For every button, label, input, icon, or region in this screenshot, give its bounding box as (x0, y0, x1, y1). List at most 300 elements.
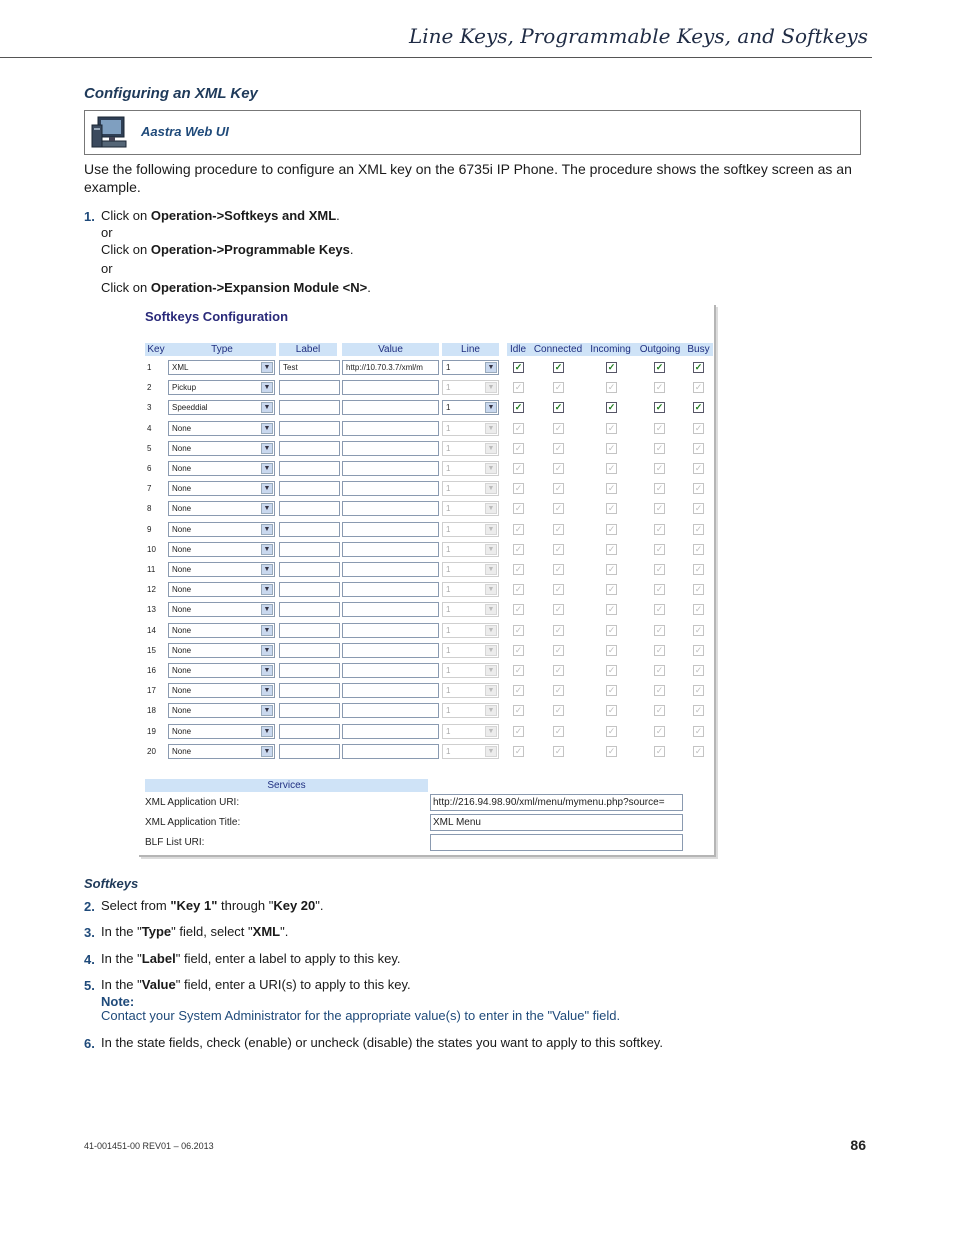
type-select[interactable] (168, 542, 275, 557)
connected-state-checkbox: ✓ (554, 604, 563, 614)
label-input[interactable] (279, 380, 340, 395)
step-3-number: 3. (84, 925, 95, 940)
outgoing-state-checkbox: ✓ (655, 726, 664, 736)
chevron-down-icon: ▼ (485, 463, 497, 474)
connected-state-checkbox: ✓ (554, 503, 563, 513)
type-select-value: Speeddial (172, 403, 208, 412)
column-header-outgoing: Outgoing (639, 344, 681, 355)
incoming-state-checkbox: ✓ (607, 544, 616, 554)
incoming-state-checkbox: ✓ (607, 382, 616, 392)
row-key-number: 15 (147, 646, 156, 655)
step-2-text: Select from "Key 1" through "Key 20". (101, 898, 324, 913)
step-4 (84, 951, 401, 969)
busy-state-checkbox: ✓ (694, 483, 703, 493)
incoming-state-checkbox: ✓ (607, 463, 616, 473)
type-select[interactable] (168, 481, 275, 496)
connected-state-checkbox: ✓ (554, 463, 563, 473)
row-key-number: 18 (147, 706, 156, 715)
outgoing-state-checkbox: ✓ (655, 443, 664, 453)
chevron-down-icon: ▼ (485, 362, 497, 373)
row-key-number: 14 (147, 626, 156, 635)
idle-state-checkbox: ✓ (514, 604, 523, 614)
value-input[interactable] (342, 663, 439, 678)
value-input[interactable] (342, 421, 439, 436)
step-1-number: 1. (84, 209, 95, 224)
step-5 (84, 977, 411, 995)
idle-state-checkbox[interactable]: ✓ (514, 362, 523, 372)
value-input[interactable] (342, 602, 439, 617)
softkeys-configuration-title: Softkeys Configuration (145, 309, 289, 324)
chevron-down-icon: ▼ (261, 463, 273, 474)
incoming-state-checkbox: ✓ (607, 645, 616, 655)
type-select[interactable] (168, 461, 275, 476)
type-select-value: None (172, 444, 192, 453)
type-select[interactable] (168, 744, 275, 759)
connected-state-checkbox: ✓ (554, 645, 563, 655)
menu-path-softkeys: Operation->Softkeys and XML (150, 208, 337, 223)
step-1-or-1: or (101, 225, 113, 240)
value-input[interactable] (342, 744, 439, 759)
connected-state-checkbox: ✓ (554, 705, 563, 715)
column-header-line: Line (461, 344, 480, 355)
busy-state-checkbox: ✓ (694, 382, 703, 392)
type-select[interactable] (168, 643, 275, 658)
incoming-state-checkbox: ✓ (607, 726, 616, 736)
value-input[interactable] (342, 623, 439, 638)
step-3 (84, 924, 289, 942)
connected-state-checkbox: ✓ (554, 625, 563, 635)
line-select (442, 421, 499, 436)
idle-state-checkbox: ✓ (514, 382, 523, 392)
chevron-down-icon: ▼ (485, 544, 497, 555)
value-input[interactable] (342, 542, 439, 557)
label-input[interactable] (279, 683, 340, 698)
chevron-down-icon: ▼ (261, 685, 273, 696)
step-5-number: 5. (84, 978, 95, 993)
chevron-down-icon: ▼ (261, 604, 273, 615)
line-select (442, 643, 499, 658)
incoming-state-checkbox: ✓ (607, 685, 616, 695)
type-select-value: None (172, 424, 192, 433)
row-key-number: 9 (147, 525, 152, 534)
column-header-idle: Idle (509, 344, 527, 355)
busy-state-checkbox: ✓ (694, 524, 703, 534)
step-3-text: In the "Type" field, select "XML". (101, 924, 289, 939)
step-5-text: In the "Value" field, enter a URI(s) to apply to this key. (101, 977, 411, 992)
incoming-state-checkbox: ✓ (607, 584, 616, 594)
chevron-down-icon: ▼ (485, 443, 497, 454)
line-select-value: 1 (446, 686, 451, 695)
chevron-down-icon: ▼ (485, 604, 497, 615)
value-input[interactable] (342, 400, 439, 415)
busy-state-checkbox: ✓ (694, 705, 703, 715)
line-select (442, 542, 499, 557)
idle-state-checkbox: ✓ (514, 705, 523, 715)
chevron-down-icon: ▼ (485, 625, 497, 636)
line-select-value: 1 (446, 747, 451, 756)
value-input[interactable] (342, 461, 439, 476)
line-select-value: 1 (446, 706, 451, 715)
row-key-number: 4 (147, 424, 152, 433)
step-1-line-3: Click on Operation->Expansion Module <N>. (101, 280, 371, 295)
row-key-number: 6 (147, 464, 152, 473)
busy-state-checkbox: ✓ (694, 665, 703, 675)
chevron-down-icon: ▼ (485, 665, 497, 676)
column-header-type: Type (211, 344, 233, 355)
line-select-value: 1 (446, 464, 451, 473)
busy-state-checkbox[interactable]: ✓ (694, 362, 703, 372)
line-select-value: 1 (446, 504, 451, 513)
row-key-number: 13 (147, 605, 156, 614)
connected-state-checkbox[interactable]: ✓ (554, 362, 563, 372)
busy-state-checkbox: ✓ (694, 423, 703, 433)
xml-application-title-label: XML Application Title: (145, 817, 241, 828)
label-input[interactable] (279, 623, 340, 638)
chevron-down-icon: ▼ (485, 564, 497, 575)
step-6 (84, 1035, 663, 1053)
document-code: 41-001451-00 REV01 – 06.2013 (84, 1141, 214, 1151)
outgoing-state-checkbox: ✓ (655, 665, 664, 675)
chevron-down-icon: ▼ (261, 544, 273, 555)
figure-caption: Softkeys (84, 876, 139, 891)
type-select[interactable] (168, 663, 275, 678)
line-select (442, 703, 499, 718)
blf-list-uri-input[interactable] (430, 834, 683, 851)
line-select-value: 1 (446, 383, 451, 392)
line-select-value: 1 (446, 525, 451, 534)
line-select-value: 1 (446, 727, 451, 736)
outgoing-state-checkbox: ✓ (655, 544, 664, 554)
connected-state-checkbox[interactable]: ✓ (554, 402, 563, 412)
type-select-value: None (172, 585, 192, 594)
connected-state-checkbox: ✓ (554, 564, 563, 574)
step-1-line-1: Click on Operation->Softkeys and XML. (101, 208, 340, 223)
chevron-down-icon: ▼ (485, 685, 497, 696)
line-select-value: 1 (446, 565, 451, 574)
type-select-value: None (172, 525, 192, 534)
label-input[interactable] (279, 602, 340, 617)
label-input[interactable] (279, 441, 340, 456)
label-input[interactable] (279, 562, 340, 577)
chevron-down-icon: ▼ (485, 584, 497, 595)
type-select[interactable] (168, 441, 275, 456)
type-select-value: None (172, 646, 192, 655)
outgoing-state-checkbox[interactable]: ✓ (655, 402, 664, 412)
line-select-value: 1 (446, 585, 451, 594)
type-select[interactable] (168, 400, 275, 415)
chevron-down-icon: ▼ (485, 726, 497, 737)
note-text: Contact your System Administrator for the appropriate value(s) to enter in the "Value" field. (101, 1008, 621, 1023)
row-key-number: 20 (147, 747, 156, 756)
type-select[interactable] (168, 522, 275, 537)
type-select[interactable] (168, 582, 275, 597)
step-6-text: In the state fields, check (enable) or uncheck (disable) the states you want to apply to this softkey. (101, 1035, 663, 1050)
type-select[interactable] (168, 380, 275, 395)
services-heading: Services (145, 779, 428, 792)
chevron-down-icon: ▼ (485, 503, 497, 514)
line-select-value: 1 (446, 444, 451, 453)
idle-state-checkbox: ✓ (514, 645, 523, 655)
line-select (442, 582, 499, 597)
label-input[interactable] (279, 481, 340, 496)
busy-state-checkbox: ✓ (694, 564, 703, 574)
outgoing-state-checkbox: ✓ (655, 746, 664, 756)
incoming-state-checkbox: ✓ (607, 705, 616, 715)
type-select-value: None (172, 747, 192, 756)
label-input[interactable]: Test (279, 360, 340, 375)
step-4-text: In the "Label" field, enter a label to apply to this key. (101, 951, 401, 966)
computer-icon (90, 115, 130, 151)
softkeys-configuration-screenshot (139, 305, 716, 857)
idle-state-checkbox[interactable]: ✓ (514, 402, 523, 412)
type-select[interactable] (168, 703, 275, 718)
label-input[interactable] (279, 542, 340, 557)
line-select-value: 1 (446, 605, 451, 614)
line-select-value: 1 (446, 626, 451, 635)
idle-state-checkbox: ✓ (514, 726, 523, 736)
chevron-down-icon: ▼ (261, 584, 273, 595)
column-header-connected: Connected (533, 344, 583, 355)
value-input[interactable] (342, 643, 439, 658)
label-input[interactable] (279, 582, 340, 597)
line-select (442, 481, 499, 496)
chevron-down-icon: ▼ (485, 402, 497, 413)
value-input[interactable]: http://10.70.3.7/xml/m (342, 360, 439, 375)
line-select (442, 562, 499, 577)
incoming-state-checkbox: ✓ (607, 483, 616, 493)
label-input[interactable] (279, 663, 340, 678)
label-input[interactable] (279, 461, 340, 476)
step-2 (84, 898, 324, 916)
type-select[interactable] (168, 724, 275, 739)
busy-state-checkbox: ✓ (694, 625, 703, 635)
step-1-or-2: or (101, 261, 113, 276)
busy-state-checkbox: ✓ (694, 685, 703, 695)
column-header-label: Label (295, 344, 321, 355)
connected-state-checkbox: ✓ (554, 685, 563, 695)
busy-state-checkbox: ✓ (694, 726, 703, 736)
value-input[interactable] (342, 683, 439, 698)
chevron-down-icon: ▼ (485, 382, 497, 393)
label-input[interactable] (279, 421, 340, 436)
row-key-number: 2 (147, 383, 152, 392)
value-input[interactable] (342, 703, 439, 718)
type-select-value: Pickup (172, 383, 197, 392)
incoming-state-checkbox: ✓ (607, 564, 616, 574)
row-key-number: 16 (147, 666, 156, 675)
idle-state-checkbox: ✓ (514, 463, 523, 473)
type-select-value: None (172, 686, 192, 695)
idle-state-checkbox: ✓ (514, 665, 523, 675)
incoming-state-checkbox: ✓ (607, 443, 616, 453)
chevron-down-icon: ▼ (485, 705, 497, 716)
value-input[interactable] (342, 562, 439, 577)
outgoing-state-checkbox: ✓ (655, 382, 664, 392)
line-select (442, 501, 499, 516)
incoming-state-checkbox[interactable]: ✓ (607, 362, 616, 372)
outgoing-state-checkbox: ✓ (655, 564, 664, 574)
chevron-down-icon: ▼ (261, 483, 273, 494)
chevron-down-icon: ▼ (261, 503, 273, 514)
idle-state-checkbox: ✓ (514, 625, 523, 635)
column-header-busy: Busy (687, 344, 710, 355)
chevron-down-icon: ▼ (261, 746, 273, 757)
chevron-down-icon: ▼ (261, 524, 273, 535)
outgoing-state-checkbox: ✓ (655, 463, 664, 473)
chevron-down-icon: ▼ (261, 382, 273, 393)
outgoing-state-checkbox[interactable]: ✓ (655, 362, 664, 372)
outgoing-state-checkbox: ✓ (655, 584, 664, 594)
busy-state-checkbox: ✓ (694, 544, 703, 554)
line-select (442, 623, 499, 638)
step-4-number: 4. (84, 952, 95, 967)
row-key-number: 12 (147, 585, 156, 594)
idle-state-checkbox: ✓ (514, 564, 523, 574)
outgoing-state-checkbox: ✓ (655, 625, 664, 635)
type-select[interactable] (168, 602, 275, 617)
value-input[interactable] (342, 380, 439, 395)
chevron-down-icon: ▼ (261, 665, 273, 676)
type-select[interactable] (168, 421, 275, 436)
incoming-state-checkbox[interactable]: ✓ (607, 402, 616, 412)
outgoing-state-checkbox: ✓ (655, 423, 664, 433)
connected-state-checkbox: ✓ (554, 584, 563, 594)
line-select-value: 1 (446, 403, 451, 412)
label-input[interactable] (279, 724, 340, 739)
incoming-state-checkbox: ✓ (607, 625, 616, 635)
value-input[interactable] (342, 724, 439, 739)
line-select (442, 461, 499, 476)
outgoing-state-checkbox: ✓ (655, 645, 664, 655)
column-header-value: Value (378, 344, 403, 355)
idle-state-checkbox: ✓ (514, 443, 523, 453)
line-select (442, 522, 499, 537)
type-select[interactable] (168, 501, 275, 516)
idle-state-checkbox: ✓ (514, 544, 523, 554)
header-rule (0, 57, 872, 58)
outgoing-state-checkbox: ✓ (655, 604, 664, 614)
menu-path-expansion-module: Operation->Expansion Module <N> (150, 280, 368, 295)
chevron-down-icon: ▼ (261, 402, 273, 413)
outgoing-state-checkbox: ✓ (655, 483, 664, 493)
page-number: 86 (850, 1137, 866, 1153)
busy-state-checkbox: ✓ (694, 604, 703, 614)
column-header-incoming: Incoming (590, 344, 631, 355)
busy-state-checkbox: ✓ (694, 463, 703, 473)
chevron-down-icon: ▼ (261, 726, 273, 737)
row-key-number: 3 (147, 403, 152, 412)
chevron-down-icon: ▼ (261, 443, 273, 454)
chevron-down-icon: ▼ (261, 625, 273, 636)
value-input[interactable] (342, 481, 439, 496)
value-input[interactable] (342, 441, 439, 456)
xml-application-uri-label: XML Application URI: (145, 797, 240, 808)
type-select[interactable] (168, 623, 275, 638)
outgoing-state-checkbox: ✓ (655, 685, 664, 695)
busy-state-checkbox: ✓ (694, 645, 703, 655)
row-key-number: 5 (147, 444, 152, 453)
xml-application-uri-input[interactable]: http://216.94.98.90/xml/menu/mymenu.php?source= (430, 794, 683, 811)
intro-paragraph: Use the following procedure to configure an XML key on the 6735i IP Phone. The procedure shows the softkey screen as an example. (84, 161, 852, 195)
chevron-down-icon: ▼ (485, 524, 497, 535)
type-select-value: None (172, 565, 192, 574)
step-2-number: 2. (84, 899, 95, 914)
incoming-state-checkbox: ✓ (607, 423, 616, 433)
label-input[interactable] (279, 501, 340, 516)
chevron-down-icon: ▼ (485, 746, 497, 757)
value-input[interactable] (342, 501, 439, 516)
row-key-number: 1 (147, 363, 152, 372)
label-input[interactable] (279, 522, 340, 537)
busy-state-checkbox: ✓ (694, 746, 703, 756)
busy-state-checkbox[interactable]: ✓ (694, 402, 703, 412)
connected-state-checkbox: ✓ (554, 746, 563, 756)
incoming-state-checkbox: ✓ (607, 604, 616, 614)
line-select[interactable] (442, 400, 499, 415)
incoming-state-checkbox: ✓ (607, 524, 616, 534)
type-select-value: None (172, 545, 192, 554)
incoming-state-checkbox: ✓ (607, 746, 616, 756)
type-select[interactable] (168, 360, 275, 375)
step-1-line-2: Click on Operation->Programmable Keys. (101, 242, 354, 257)
incoming-state-checkbox: ✓ (607, 665, 616, 675)
line-select-value: 1 (446, 484, 451, 493)
step-6-number: 6. (84, 1036, 95, 1051)
line-select-value: 1 (446, 646, 451, 655)
type-select-value: None (172, 484, 192, 493)
row-key-number: 17 (147, 686, 156, 695)
line-select[interactable] (442, 360, 499, 375)
connected-state-checkbox: ✓ (554, 382, 563, 392)
idle-state-checkbox: ✓ (514, 746, 523, 756)
type-select[interactable] (168, 562, 275, 577)
line-select-value: 1 (446, 545, 451, 554)
busy-state-checkbox: ✓ (694, 503, 703, 513)
chevron-down-icon: ▼ (261, 645, 273, 656)
line-select-value: 1 (446, 666, 451, 675)
label-input[interactable] (279, 643, 340, 658)
chevron-down-icon: ▼ (485, 423, 497, 434)
row-key-number: 7 (147, 484, 152, 493)
blf-list-uri-label: BLF List URI: (145, 837, 205, 848)
label-input[interactable] (279, 400, 340, 415)
connected-state-checkbox: ✓ (554, 726, 563, 736)
connected-state-checkbox: ✓ (554, 483, 563, 493)
page-header-title: Line Keys, Programmable Keys, and Softkeys (408, 24, 868, 48)
xml-application-title-input[interactable]: XML Menu (430, 814, 683, 831)
type-select-value: None (172, 504, 192, 513)
column-header-key: Key (147, 344, 165, 355)
outgoing-state-checkbox: ✓ (655, 524, 664, 534)
section-heading: Configuring an XML Key (84, 85, 258, 102)
type-select[interactable] (168, 683, 275, 698)
row-key-number: 11 (147, 565, 156, 574)
value-input[interactable] (342, 582, 439, 597)
label-input[interactable] (279, 744, 340, 759)
row-key-number: 8 (147, 504, 152, 513)
line-select (442, 683, 499, 698)
chevron-down-icon: ▼ (261, 423, 273, 434)
label-input[interactable] (279, 703, 340, 718)
incoming-state-checkbox: ✓ (607, 503, 616, 513)
idle-state-checkbox: ✓ (514, 503, 523, 513)
idle-state-checkbox: ✓ (514, 423, 523, 433)
outgoing-state-checkbox: ✓ (655, 705, 664, 715)
connected-state-checkbox: ✓ (554, 544, 563, 554)
connected-state-checkbox: ✓ (554, 665, 563, 675)
idle-state-checkbox: ✓ (514, 483, 523, 493)
value-input[interactable] (342, 522, 439, 537)
